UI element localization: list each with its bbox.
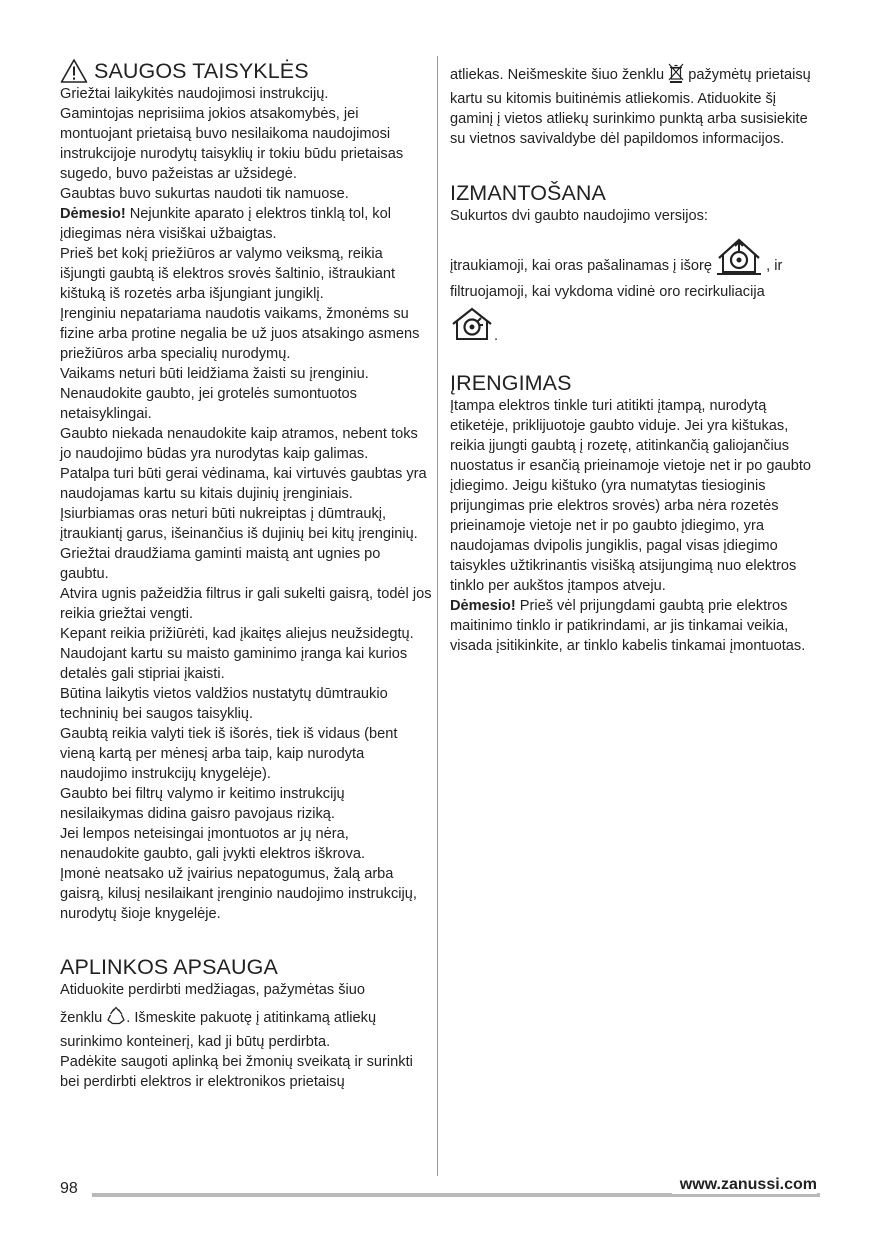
recirculation-mode-icon	[450, 306, 494, 348]
attention-label: Dėmesio!	[450, 598, 516, 614]
environment-text: atliekas. Neišmeskite šiuo ženklu	[450, 67, 669, 83]
attention-text: Prieš vėl prijungdami gaubtą prie elektros maitinimo tinklo ir patikrindami, ar jis tinkamai veikia, visada įsitikinkite, ar tinklo kabelis tinkamai įmontuotas.	[450, 598, 806, 654]
safety-paragraph: Nenaudokite gaubto, jei grotelės sumontuotos netaisyklingai.	[60, 386, 357, 422]
safety-paragraph: Gaubto niekada nenaudokite kaip atramos, nebent toks jo naudojimo būdas yra nurodytas kaip galimas.	[60, 426, 418, 462]
safety-title: SAUGOS TAISYKLĖS	[94, 59, 309, 83]
safety-paragraph: Įsiurbiamas oras neturi būti nukreiptas į dūmtraukį, įtraukiantį garus, išeinančius iš dujinių bei kitų įrenginių.	[60, 506, 418, 542]
safety-paragraph: Prieš bet kokį priežiūros ar valymo veiksmą, reikia išjungti gaubtą iš elektros srovės šaltinio, ištraukiant kištuką iš rozetės arba išjungiant jungiklį.	[60, 246, 396, 302]
attention-text: Nejunkite aparato į elektros tinklą tol, kol įdiegimas nėra visiškai užbaigtas.	[60, 206, 391, 242]
usage-text: , ir filtruojamoji, kai vykdoma vidinė oro recirkuliacija	[450, 258, 783, 300]
usage-paragraph	[450, 306, 822, 348]
safety-paragraph: Gamintojas neprisiima jokios atsakomybės, jei montuojant prietaisą buvo nesilaikoma naudojimosi instrukcijoje nurodytų taisyklių ir tokiu būdu prietaisas sugedo, buvo pažeistas ar užsidegė.	[60, 106, 404, 182]
safety-paragraph: Būtina laikytis vietos valdžios nustatytų dūmtraukio techninių bei saugos taisyklių.	[60, 686, 388, 722]
safety-paragraph: Gaubtą reikia valyti tiek iš išorės, tiek iš vidaus (bent vieną kartą per mėnesį arba taip, kaip nurodyta naudojimo instrukcijų knygelėje).	[60, 726, 398, 782]
crossed-bin-icon	[668, 63, 684, 89]
column-divider	[437, 56, 438, 1176]
usage-text: įtraukiamoji, kai oras pašalinamas į išorę	[450, 258, 717, 274]
safety-paragraph: Vaikams neturi būti leidžiama žaisti su įrenginiu.	[60, 366, 369, 382]
safety-paragraph: Įmonė neatsako už įvairius nepatogumus, žalą arba gaisrą, kilusį nesilaikant įrenginio naudojimo instrukcijų, nurodytų šioje knygelėje.	[60, 866, 417, 922]
installation-title: ĮRENGIMAS	[450, 371, 572, 395]
environment-paragraph	[60, 1006, 432, 1052]
page-number: 98	[60, 1180, 78, 1197]
usage-text: .	[494, 328, 499, 344]
safety-paragraph: Griežtai draudžiama gaminti maistą ant ugnies po gaubtu.	[60, 546, 381, 582]
installation-attention	[450, 596, 822, 656]
environment-text: ženklu	[60, 1010, 107, 1026]
safety-heading	[60, 58, 432, 84]
attention-label: Dėmesio!	[60, 206, 126, 222]
recycle-icon	[106, 1006, 126, 1032]
safety-paragraph: Atvira ugnis pažeidžia filtrus ir gali sukelti gaisrą, todėl jos reikia griežtai vengti.	[60, 586, 432, 622]
environment-paragraph: Padėkite saugoti aplinką bei žmonių sveikatą ir surinkti bei perdirbti elektros ir elektronikos prietaisų	[60, 1054, 413, 1090]
safety-paragraph: Gaubtas buvo sukurtas naudoti tik namuose.	[60, 186, 349, 202]
safety-paragraph: Patalpa turi būti gerai vėdinama, kai virtuvės gaubtas yra naudojamas kartu su kitais dujinių įrenginiais.	[60, 466, 427, 502]
right-column	[450, 63, 822, 656]
usage-paragraph	[450, 236, 822, 302]
safety-paragraph: Įrenginiu nepatariama naudotis vaikams, žmonėms su fizine arba protine negalia be už juos atsakingo asmens priežiūros arba specialių nurodymų.	[60, 306, 420, 362]
extraction-mode-icon	[716, 236, 762, 282]
safety-paragraph: Naudojant kartu su maisto gaminimo įranga kai kurios detalės gali stipriai įkaisti.	[60, 646, 408, 682]
usage-title: IZMANTOŠANA	[450, 181, 606, 205]
environment-title: APLINKOS APSAUGA	[60, 955, 278, 979]
environment-continuation	[450, 63, 822, 149]
left-column	[60, 58, 432, 1092]
installation-paragraph: Įtampa elektros tinkle turi atitikti įtampą, nurodytą etiketėje, priklijuotoje gaubto viduje. Jei yra kištukas, reikia įjungti gaubtą į rozetę, atitinkančią galiojančius nuostatus ir esančią prieinamoje vietoje net ir po gaubto įdiegimo. Jeigu kištuko (yra numatytas tiesioginis prijungimas prie elektros srovės) arba nėra rozetės prieinamoje vietoje net ir po gaubto įdiegimo, yra naudojamas dvipolis jungiklis, pagal visas įdiegimo taisykles užtikrinantis visišką atsijungimą nuo elektros tinklo per aukštos įtampos atveju.	[450, 398, 812, 594]
safety-paragraph: Jei lempos neteisingai įmontuotos ar jų nėra, nenaudokite gaubto, gali įvykti elektros iškrova.	[60, 826, 366, 862]
safety-attention	[60, 204, 432, 244]
website-link[interactable]: www.zanussi.com	[672, 1176, 817, 1194]
usage-paragraph: Sukurtos dvi gaubto naudojimo versijos:	[450, 208, 708, 224]
environment-text: . Išmeskite pakuotę į atitinkamą atliekų surinkimo konteinerį, kad ji būtų perdirbta.	[60, 1010, 377, 1050]
environment-text: pažymėtų prietaisų kartu su kitomis buitinėmis atliekomis. Atiduokite šį gaminį į vietos atliekų surinkimo punktą arba susisiekite su vietnos savivaldybe dėl papildomos informacijos.	[450, 67, 811, 147]
safety-paragraph: Gaubto bei filtrų valymo ir keitimo instrukcijų nesilaikymas didina gaisro pavojaus riziką.	[60, 786, 345, 822]
safety-paragraph: Griežtai laikykitės naudojimosi instrukcijų.	[60, 86, 329, 102]
environment-paragraph: Atiduokite perdirbti medžiagas, pažymėtas šiuo	[60, 982, 366, 998]
warning-icon	[60, 58, 88, 84]
safety-paragraph: Kepant reikia prižiūrėti, kad įkaitęs aliejus neužsidegtų.	[60, 626, 414, 642]
